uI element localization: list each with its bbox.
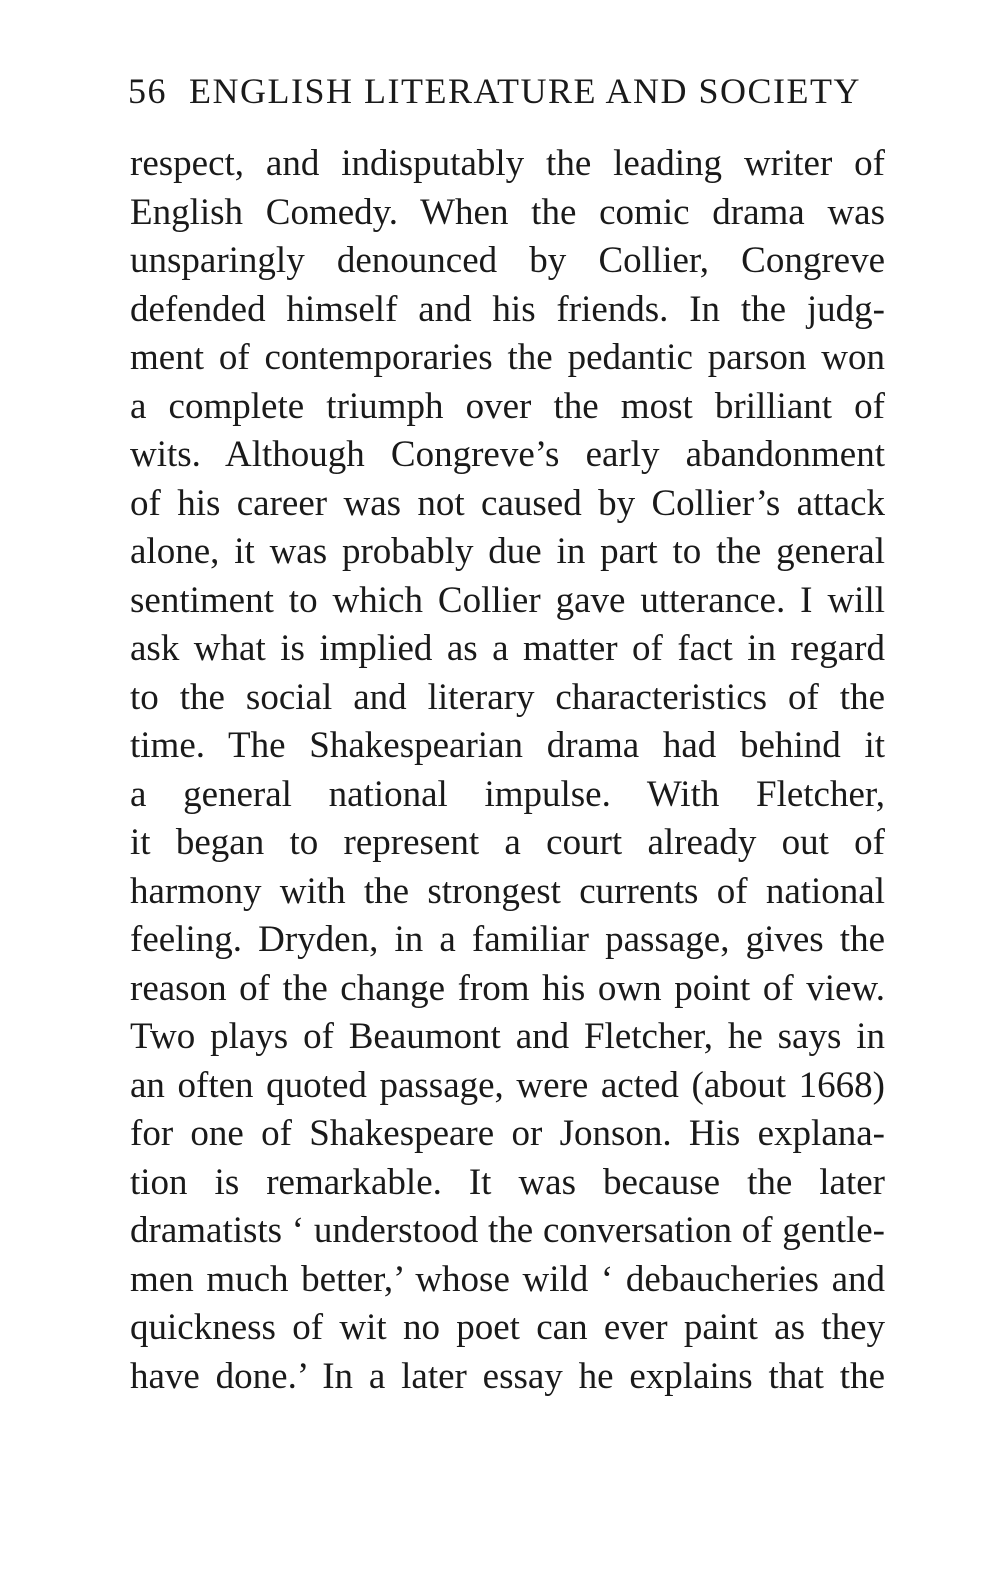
page-number: 56: [128, 71, 167, 111]
text-line: tion is remarkable. It was because the later: [130, 1161, 885, 1203]
text-line: sentiment to which Collier gave utterance. I will: [130, 579, 885, 621]
body-text: [130, 140, 885, 1401]
text-line: feeling. Dryden, in a familiar passage, gives the: [130, 919, 885, 960]
text-line: time. The Shakespearian drama had behind it: [130, 725, 885, 766]
text-line: respect, and indisputably the leading writer of: [130, 143, 885, 184]
text-line: unsparingly denounced by Collier, Congreve: [130, 240, 885, 281]
text-line: defended himself and his friends. In the judg-: [130, 288, 885, 330]
text-line: ment of contemporaries the pedantic parson won: [130, 337, 885, 378]
text-line: an often quoted passage, were acted (about 1668): [130, 1064, 885, 1106]
text-line: harmony with the strongest currents of national: [130, 870, 885, 912]
text-line: it began to represent a court already out of: [130, 822, 885, 863]
text-line: a complete triumph over the most brilliant of: [130, 385, 885, 427]
text-line: quickness of wit no poet can ever paint as they: [130, 1307, 885, 1348]
text-line: a general national impulse. With Fletcher,: [130, 773, 885, 815]
running-title: ENGLISH LITERATURE AND SOCIETY: [189, 71, 861, 111]
text-line: wits. Although Congreve’s early abandonment: [130, 434, 885, 475]
running-head: [128, 70, 885, 124]
text-line: to the social and literary characteristics of the: [130, 676, 885, 718]
text-line: for one of Shakespeare or Jonson. His explana-: [130, 1113, 885, 1154]
text-line: reason of the change from his own point of view.: [130, 967, 885, 1009]
text-line: have done.’ In a later essay he explains that the: [130, 1355, 885, 1397]
text-line: Two plays of Beaumont and Fletcher, he says in: [130, 1016, 885, 1057]
text-line: ask what is implied as a matter of fact in regard: [130, 628, 885, 669]
text-line: alone, it was probably due in part to the general: [130, 531, 885, 572]
text-line: of his career was not caused by Collier’s attack: [130, 482, 885, 524]
text-line: dramatists ‘ understood the conversation of gentle-: [130, 1210, 885, 1251]
text-line: English Comedy. When the comic drama was: [130, 191, 885, 233]
text-line: men much better,’ whose wild ‘ debaucheries and: [130, 1258, 885, 1300]
